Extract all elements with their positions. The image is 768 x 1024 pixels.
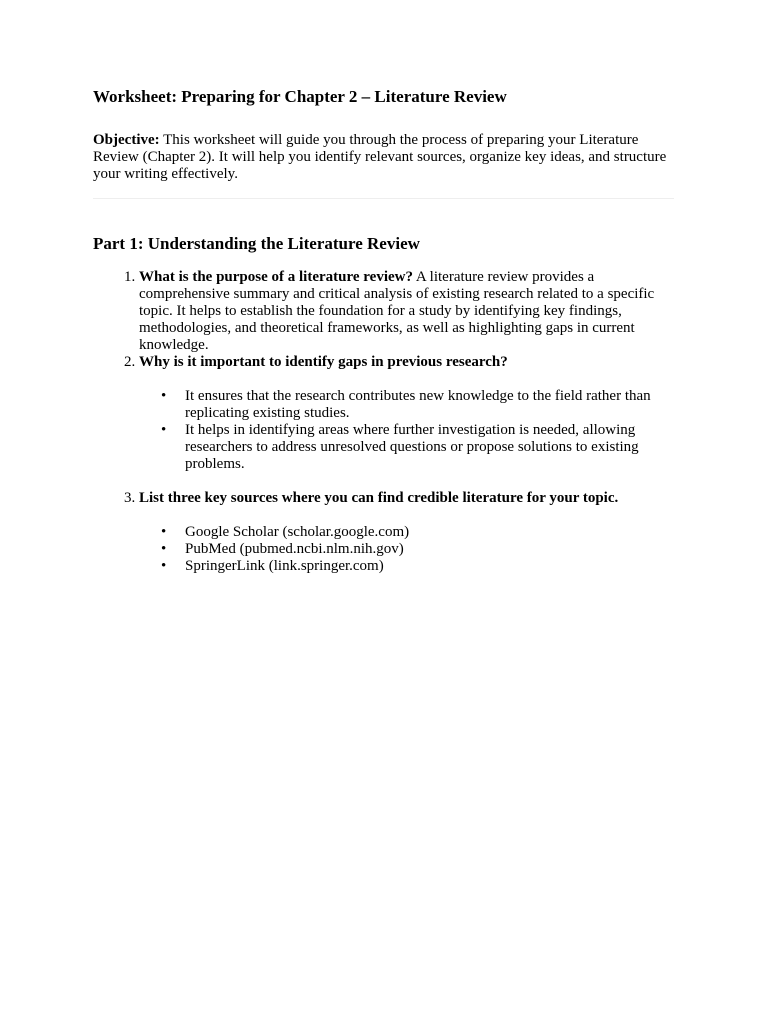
bullet-icon: • (161, 558, 167, 574)
objective-text: This worksheet will guide you through the process of preparing your Literature Review (Chapter 2). It will help you identify relevant sources, organize key ideas, and structure your writing effectively. (93, 132, 667, 182)
bullet-icon: • (161, 541, 167, 557)
answer-1-text: A literature review provides a comprehensive summary and critical analysis of existing research related to a specific topic. It helps to establish the foundation for a study by identifying key findings, methodologies, and theoretical frameworks, as well as highlighting gaps in current knowledge. (139, 269, 655, 353)
list-item (161, 388, 675, 422)
section-divider (93, 198, 674, 199)
question-item-2 (139, 354, 675, 473)
list-item (161, 558, 675, 575)
part1-heading: Part 1: Understanding the Literature Review (93, 234, 420, 253)
sources-list (139, 524, 675, 575)
worksheet-title: Worksheet: Preparing for Chapter 2 – Literature Review (93, 87, 507, 106)
question-1-text: What is the purpose of a literature review? (139, 269, 413, 285)
bullet-text: It ensures that the research contributes new knowledge to the field rather than replicating existing studies. (185, 388, 651, 421)
bullet-icon: • (161, 388, 167, 404)
bullet-icon: • (161, 524, 167, 540)
bullet-text: Google Scholar (scholar.google.com) (185, 524, 410, 540)
bullet-text: SpringerLink (link.springer.com) (185, 558, 384, 574)
question-item-3 (139, 490, 675, 575)
bullet-text: PubMed (pubmed.ncbi.nlm.nih.gov) (185, 541, 404, 557)
question-2-text: Why is it important to identify gaps in previous research? (139, 354, 508, 370)
gap-reasons-list (139, 388, 675, 473)
bullet-icon: • (161, 422, 167, 438)
objective-paragraph (93, 132, 675, 183)
bullet-text: It helps in identifying areas where further investigation is needed, allowing researchers to address unresolved questions or propose solutions to existing problems. (185, 422, 639, 472)
question-list (93, 269, 675, 575)
objective-label: Objective: (93, 132, 160, 148)
question-item-1 (139, 269, 675, 354)
question-3-text: List three key sources where you can find credible literature for your topic. (139, 490, 619, 506)
list-item (161, 524, 675, 541)
list-item (161, 422, 675, 473)
list-item (161, 541, 675, 558)
